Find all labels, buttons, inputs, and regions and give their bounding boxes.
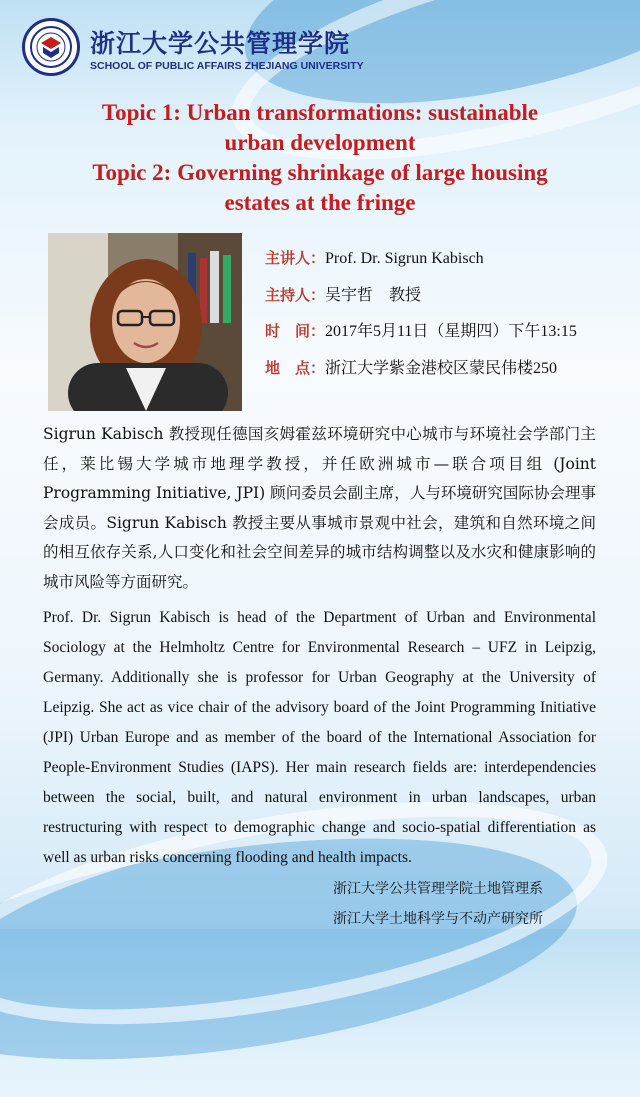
location-value: 浙江大学紫金港校区蒙民伟楼250 [325,359,558,377]
speaker-bio-cn: Sigrun Kabisch 教授现任德国亥姆霍兹环境研究中心城市与环境社会学部门主任，莱比锡大学城市地理学教授，并任欧洲城市—联合项目组 (Joint Programming Initiative, JPI) 顾问委员会副主席，人与环境研究国际协会理事会成员。Sigrun Kabisch 教授主要从事城市景观中社会，建筑和自然环境之间的相互依存关系,人口变化和社会空间差异的城市结构调整以及水灾和健康影响的城市风险等方面研究。 [43,425,596,591]
speaker-row [265,248,635,285]
topic-title-line: urban development [224,130,416,155]
info-label: 时 间： [265,322,326,340]
host-value: 吴宇哲 教授 [325,286,422,304]
school-header [22,14,382,84]
speaker-bio-en: Prof. Dr. Sigrun Kabisch is head of the Department of Urban and Environmental Sociology at the Helmholtz Centre for Environmental Research – UFZ in Leipzig, Germany. Additionally she is professor for Urban Geography at the University of Leipzig. She act as vice chair of the advisory board of the Joint Programming Initiative (JPI) Urban Europe and as member of the board of the International Association for People-Environment Studies (IAPS). Her main research fields are: interdependencies between the social, built, and natural environment in urban landscapes, urban restructuring with respect to demographic change and socio-spatial differentiation as well as urban risks concerning flooding and health impacts. [43,609,596,866]
organizers [333,874,633,934]
info-label: 主讲人： [265,249,326,267]
time-row [265,321,635,358]
school-name-cn: 浙江大学公共管理学院 [90,29,351,58]
topic-title-line: Topic 2: Governing shrinkage of large housing [92,160,548,185]
school-name-en: SCHOOL OF PUBLIC AFFAIRS ZHEJIANG UNIVERSITY [90,60,364,72]
organizer-line: 浙江大学公共管理学院土地管理系 [333,881,543,897]
topic-title-line: Topic 1: Urban transformations: sustainable [101,100,539,125]
time-value: 2017年5月11日（星期四）下午13:15 [325,323,577,340]
lecture-details [265,248,635,394]
organizer-line: 浙江大学土地科学与不动产研究所 [333,911,543,927]
host-row [265,285,635,322]
location-row [265,358,635,395]
speaker-value: Prof. Dr. Sigrun Kabisch [325,250,484,267]
university-seal-icon [22,18,80,76]
info-label: 主持人： [265,285,326,304]
speaker-portrait [48,233,242,411]
info-label: 地 点： [265,358,326,377]
lecture-topics [0,98,640,218]
topic-title-line: estates at the fringe [224,190,416,215]
